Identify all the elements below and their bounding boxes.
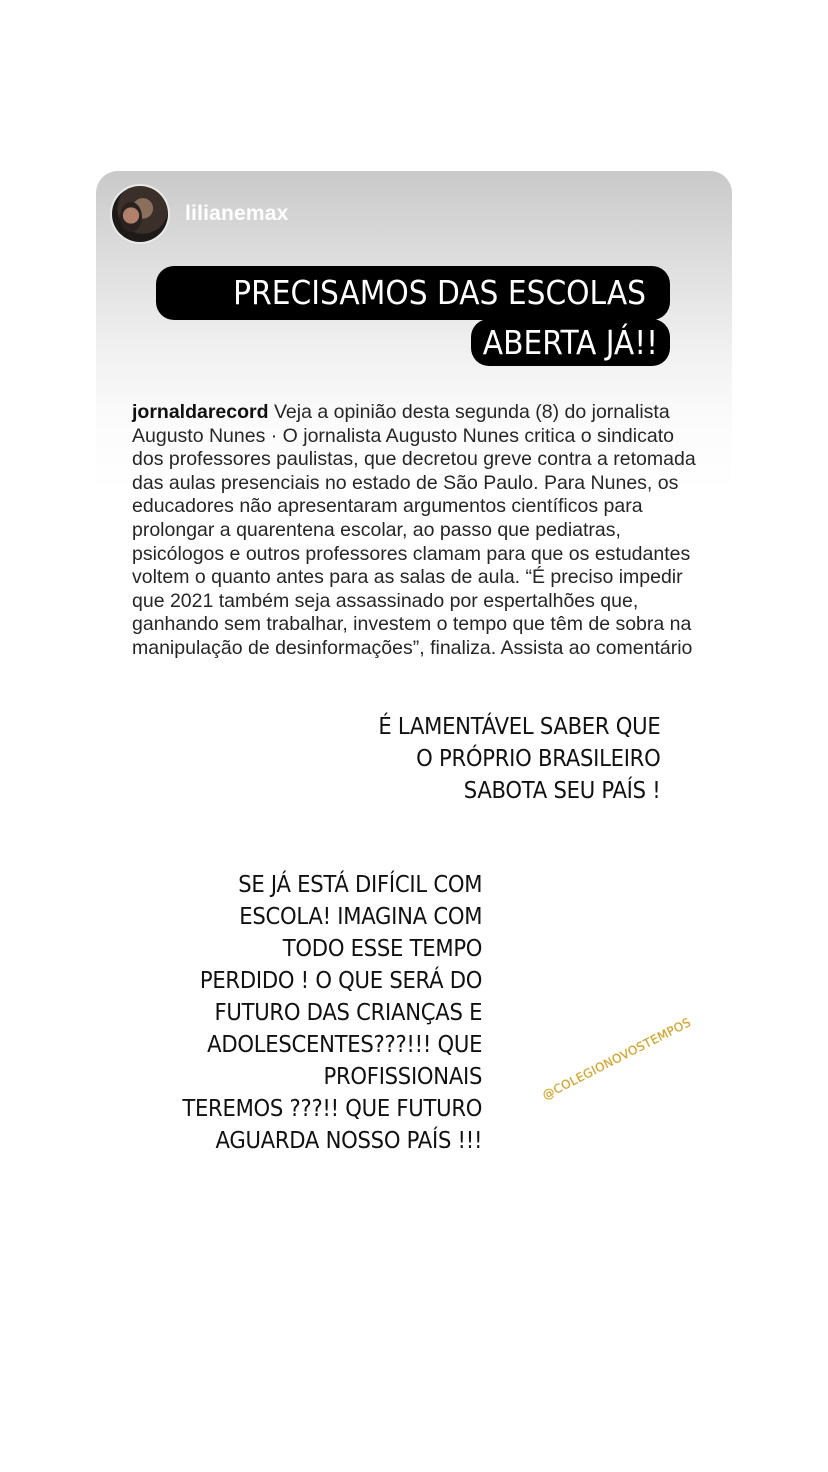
profile-avatar[interactable] — [112, 186, 168, 242]
story-text-lamentavel: É LAMENTÁVEL SABER QUE O PRÓPRIO BRASILEIRO SABOTA SEU PAÍS ! — [377, 712, 660, 804]
post-caption-text: Veja a opinião desta segunda (8) do jornalista Augusto Nunes · O jornalista Augusto Nunes critica o sindicato dos professores paulistas, que decretou greve contra a retomada das aulas presenciais no estado de São Paulo. Para Nunes, os educadores não apresentaram argumentos científicos para prolongar a quarentena escolar, ao passo que pediatras, psicólogos e outros professores clamam para que os estudantes voltem o quanto antes para as salas de aula. “É preciso impedir que 2021 também seja assassinado por espertalhões que, ganhando sem trabalhar, investem o tempo que têm de sobra na manipulação de desinformações”, finaliza. Assista ao comentário — [132, 401, 696, 659]
post-author[interactable]: jornaldarecord — [132, 401, 269, 423]
headline-line-1: PRECISAMOS DAS ESCOLAS — [221, 269, 658, 316]
username[interactable]: lilianemax — [185, 202, 289, 225]
mention-sticker[interactable]: @COLEGIONOVOSTEMPOS — [540, 1015, 694, 1103]
story-text-escola: SE JÁ ESTÁ DIFÍCIL COM ESCOLA! IMAGINA COM TODO ESSE TEMPO PERDIDO ! O QUE SERÁ DO FUTURO DAS CRIANÇAS E ADOLESCENTES???!!! QUE PROFISSIONAIS TEREMOS ???!! QUE FUTURO AGUARDA NOSSO PAÍS !!! — [182, 870, 482, 1154]
post-caption — [132, 401, 702, 661]
avatar-photo — [120, 202, 142, 232]
headline-line-2: ABERTA JÁ!! — [471, 319, 670, 366]
headline-sticker — [156, 266, 670, 366]
